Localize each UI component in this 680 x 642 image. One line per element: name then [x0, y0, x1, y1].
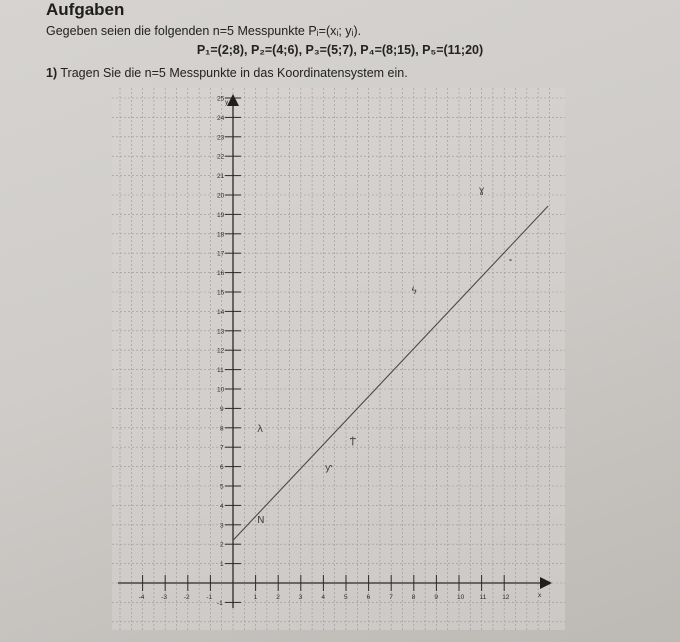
- y-tick-label: 16: [217, 270, 225, 278]
- page-title: Aufgaben: [46, 0, 125, 19]
- x-tick-label: 11: [479, 594, 487, 601]
- task-number: 1): [46, 66, 58, 80]
- y-tick-label: 14: [217, 308, 225, 316]
- y-tick-label: 22: [217, 153, 225, 161]
- grid-paper: [112, 88, 565, 630]
- y-tick-label: 5: [220, 483, 224, 491]
- x-tick-label: 9: [434, 594, 439, 601]
- x-tick-label: 2: [276, 594, 280, 601]
- x-tick-label: -3: [161, 594, 167, 601]
- y-axis-label: y: [225, 99, 229, 106]
- point-mark: ϟ: [410, 286, 418, 298]
- point-mark: Ϯ: [349, 435, 356, 447]
- x-axis-label: x: [538, 592, 542, 599]
- point-mark: ƴ: [324, 462, 333, 474]
- y-tick-label: 24: [217, 114, 225, 122]
- y-tick-label: 11: [217, 367, 224, 375]
- x-tick-label: 12: [502, 594, 510, 601]
- y-tick-label: 10: [217, 386, 225, 394]
- point-mark: λ: [257, 423, 264, 435]
- x-tick-label: 1: [253, 594, 258, 601]
- y-tick-label: -1: [217, 599, 223, 607]
- y-tick-label: 15: [217, 289, 225, 297]
- y-tick-label: 25: [217, 95, 225, 103]
- x-tick-label: 5: [344, 594, 348, 601]
- y-tick-label: 12: [217, 347, 225, 355]
- point-mark: N: [257, 514, 265, 526]
- y-tick-label: 21: [217, 173, 225, 181]
- y-tick-label: 17: [217, 250, 225, 258]
- measurement-points: P₁=(2;8), P₂=(4;6), P₃=(5;7), P₄=(8;15), P₅=(11;20): [196, 43, 484, 57]
- y-tick-label: 13: [217, 328, 225, 336]
- y-tick-label: 19: [217, 211, 225, 219]
- y-tick-label: 4: [220, 502, 224, 510]
- y-tick-label: 2: [220, 541, 224, 549]
- x-tick-label: 6: [366, 594, 371, 601]
- y-tick-label: 20: [217, 192, 225, 200]
- x-tick-label: 10: [457, 594, 465, 601]
- y-tick-label: 23: [217, 134, 225, 142]
- x-tick-label: -1: [206, 594, 213, 601]
- x-tick-label: 7: [389, 594, 393, 601]
- y-tick-label: 7: [220, 444, 224, 452]
- point-mark: ɣ: [478, 185, 485, 197]
- y-tick-label: 1: [220, 561, 224, 569]
- y-tick-label: 9: [220, 405, 224, 413]
- y-tick-label: 6: [220, 464, 224, 472]
- x-tick-label: 3: [298, 594, 303, 601]
- y-tick-label: 18: [217, 231, 225, 239]
- x-tick-label: 8: [411, 594, 416, 601]
- y-tick-label: 8: [220, 425, 224, 433]
- x-tick-label: -2: [183, 594, 190, 601]
- y-tick-label: 3: [220, 522, 224, 530]
- point-mark: ˟: [507, 258, 513, 270]
- x-tick-label: 4: [321, 594, 326, 601]
- task-text: Tragen Sie die n=5 Messpunkte in das Koordinatensystem ein.: [60, 66, 408, 80]
- x-tick-label: -4: [138, 594, 145, 601]
- intro-text: Gegeben seien die folgenden n=5 Messpunkte Pᵢ=(xᵢ; yᵢ).: [46, 24, 362, 38]
